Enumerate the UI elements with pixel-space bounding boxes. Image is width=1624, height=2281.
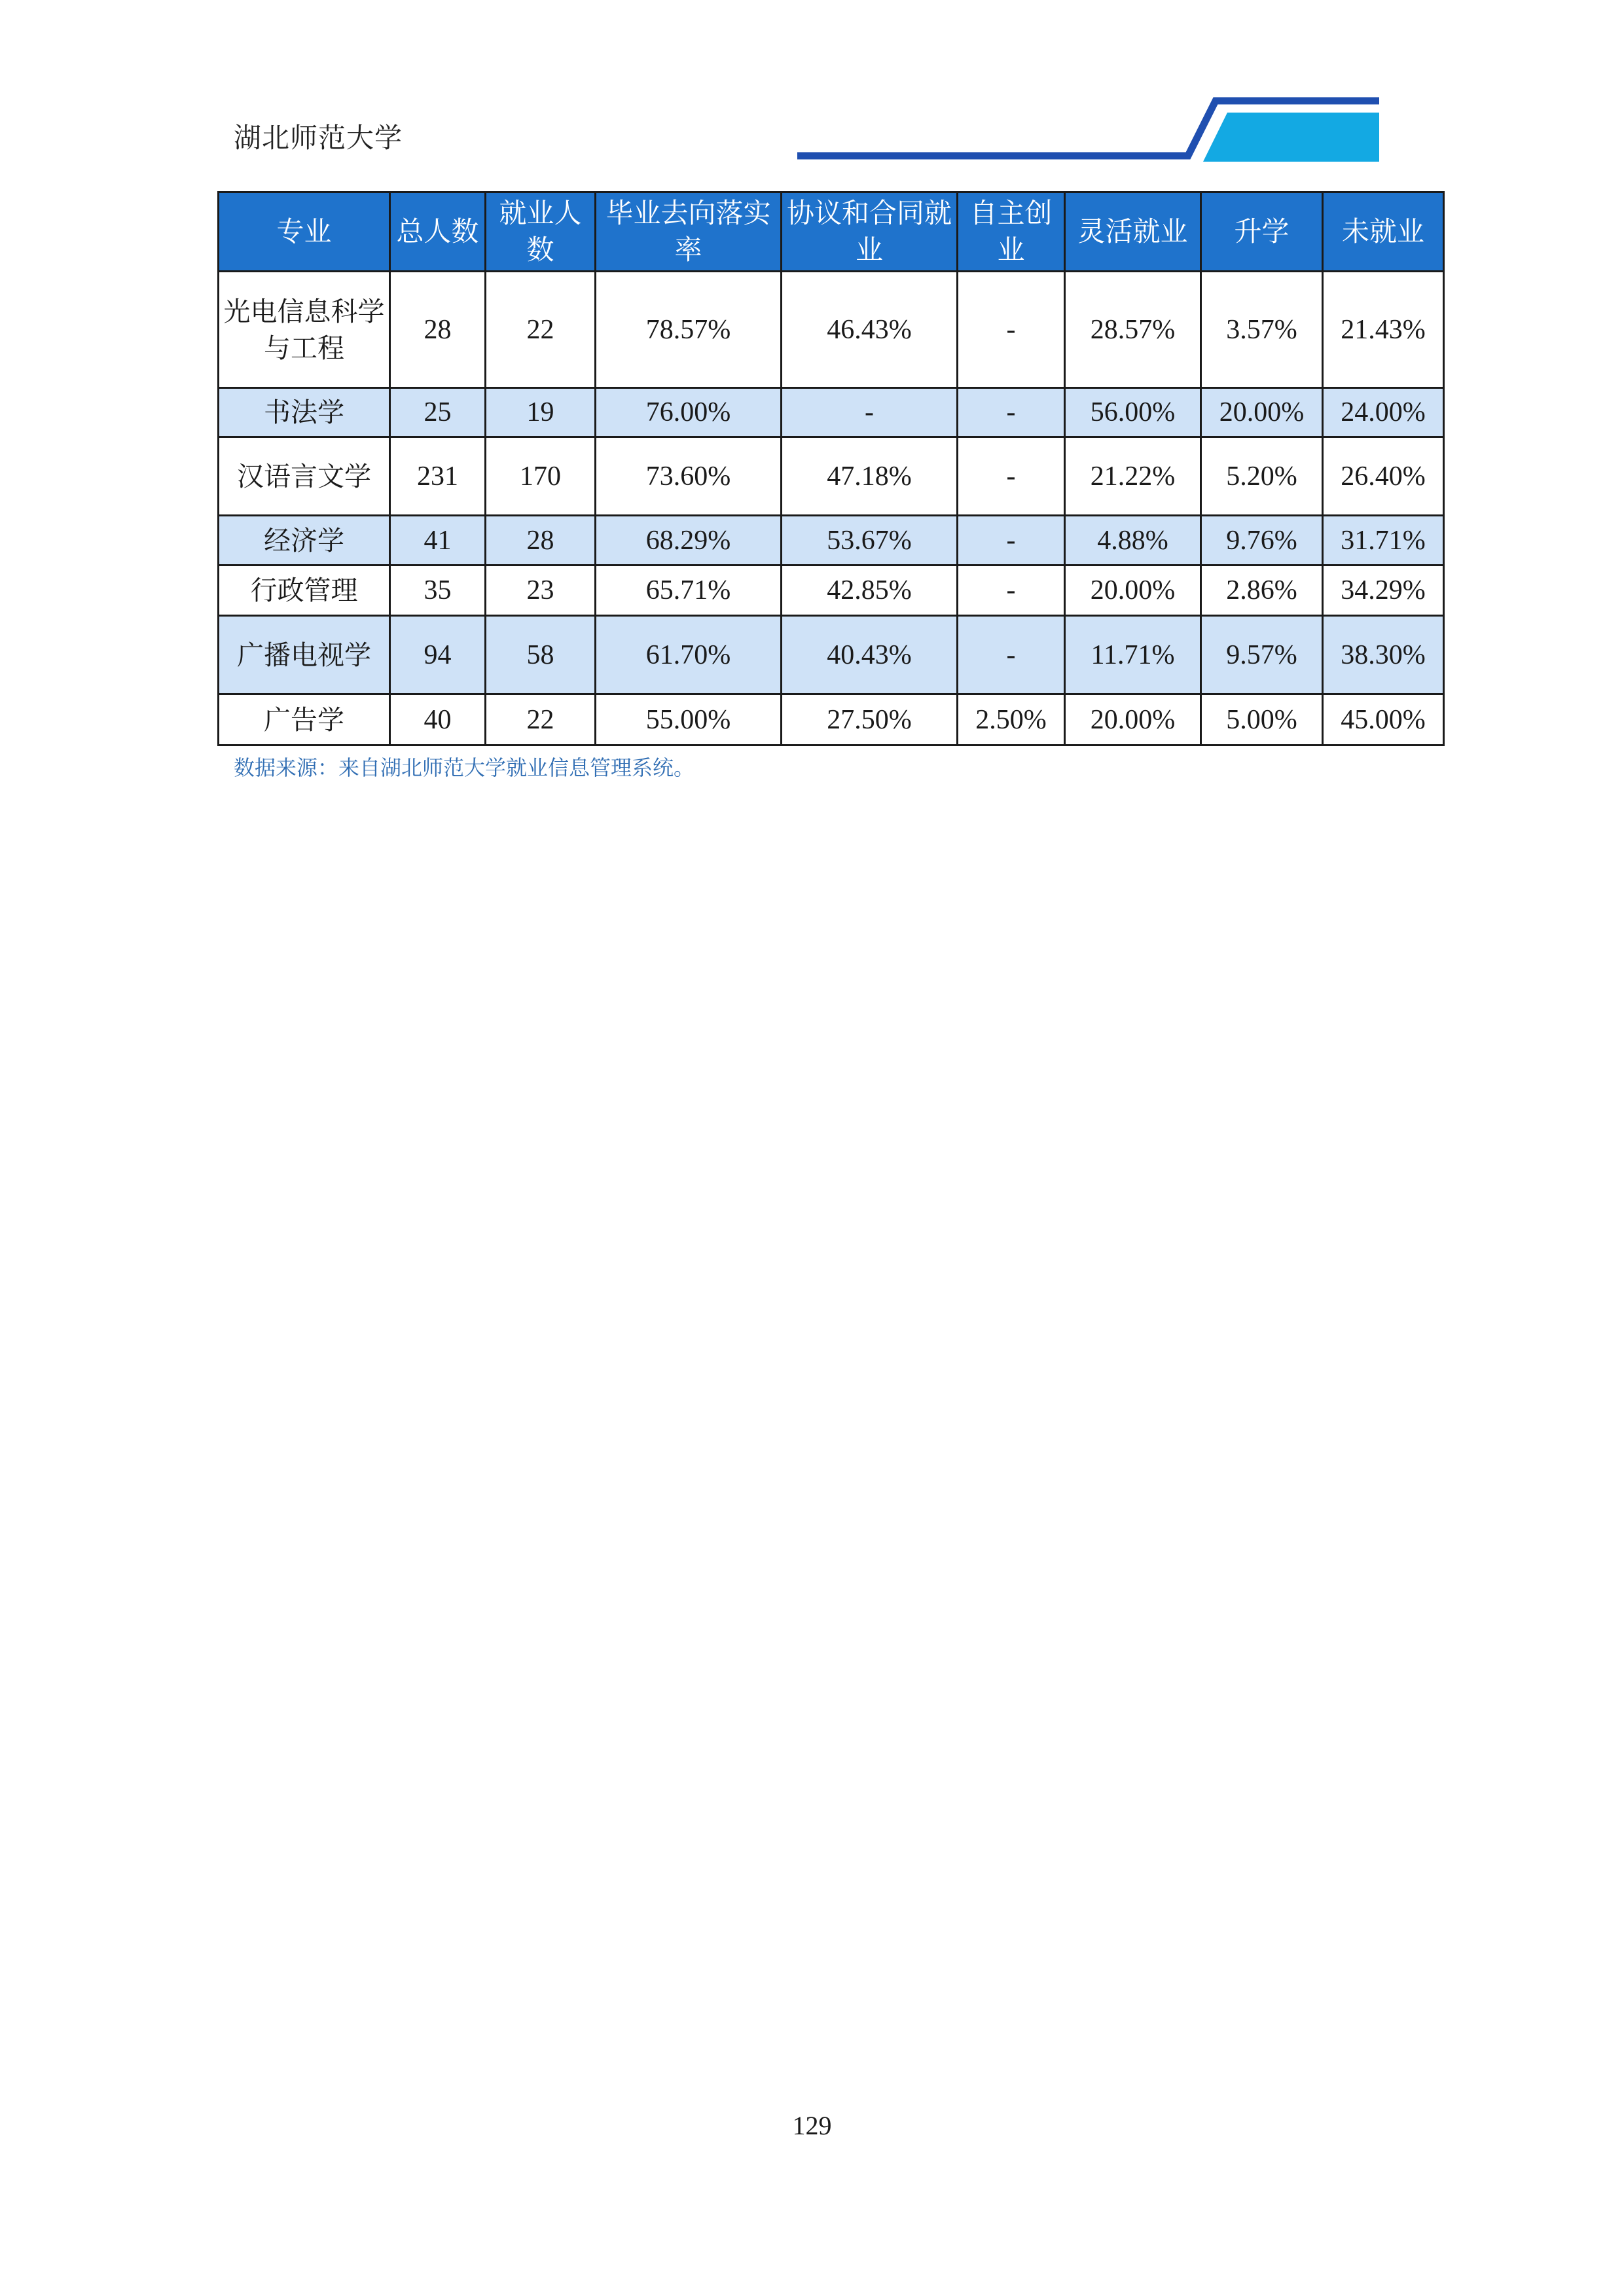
cell-total: 40 (390, 694, 486, 745)
cell-unemployed: 31.71% (1323, 516, 1444, 566)
cell-employed: 58 (486, 616, 596, 694)
cell-further-study: 9.57% (1201, 616, 1323, 694)
table-row (219, 694, 1444, 745)
cell-unemployed: 26.40% (1323, 437, 1444, 516)
cell-contract: - (782, 388, 958, 437)
column-header-rate: 毕业去向落实率 (596, 192, 782, 272)
cell-major: 光电信息科学与工程 (219, 272, 390, 388)
cell-contract: 46.43% (782, 272, 958, 388)
column-header-flexible: 灵活就业 (1065, 192, 1201, 272)
page-number: 129 (792, 2111, 832, 2140)
cell-startup: - (958, 566, 1065, 616)
cell-total: 25 (390, 388, 486, 437)
data-source-note: 数据来源：来自湖北师范大学就业信息管理系统。 (234, 755, 695, 780)
cell-further-study: 9.76% (1201, 516, 1323, 566)
cell-employed: 22 (486, 272, 596, 388)
cell-rate: 68.29% (596, 516, 782, 566)
column-header-total: 总人数 (390, 192, 486, 272)
employment-table-wrap (217, 191, 1445, 746)
cell-employed: 170 (486, 437, 596, 516)
cell-further-study: 2.86% (1201, 566, 1323, 616)
cell-major: 广播电视学 (219, 616, 390, 694)
cell-contract: 27.50% (782, 694, 958, 745)
cell-rate: 78.57% (596, 272, 782, 388)
cell-startup: - (958, 516, 1065, 566)
table-row (219, 272, 1444, 388)
column-header-further-study: 升学 (1201, 192, 1323, 272)
cell-major: 经济学 (219, 516, 390, 566)
cell-contract: 40.43% (782, 616, 958, 694)
cell-flexible: 20.00% (1065, 694, 1201, 745)
cell-total: 41 (390, 516, 486, 566)
cell-unemployed: 21.43% (1323, 272, 1444, 388)
cell-employed: 22 (486, 694, 596, 745)
cell-rate: 76.00% (596, 388, 782, 437)
cell-contract: 53.67% (782, 516, 958, 566)
table-row (219, 566, 1444, 616)
table-row (219, 388, 1444, 437)
header-accent-block (1203, 113, 1379, 162)
cell-flexible: 56.00% (1065, 388, 1201, 437)
cell-major: 汉语言文学 (219, 437, 390, 516)
cell-major: 行政管理 (219, 566, 390, 616)
cell-rate: 55.00% (596, 694, 782, 745)
table-row (219, 616, 1444, 694)
cell-contract: 42.85% (782, 566, 958, 616)
column-header-major: 专业 (219, 192, 390, 272)
cell-further-study: 20.00% (1201, 388, 1323, 437)
cell-flexible: 4.88% (1065, 516, 1201, 566)
cell-rate: 73.60% (596, 437, 782, 516)
cell-employed: 28 (486, 516, 596, 566)
table-header-row (219, 192, 1444, 272)
column-header-contract: 协议和合同就业 (782, 192, 958, 272)
cell-unemployed: 45.00% (1323, 694, 1444, 745)
cell-startup: - (958, 272, 1065, 388)
column-header-unemployed: 未就业 (1323, 192, 1444, 272)
cell-startup: - (958, 388, 1065, 437)
column-header-employed: 就业人数 (486, 192, 596, 272)
cell-further-study: 5.00% (1201, 694, 1323, 745)
cell-unemployed: 34.29% (1323, 566, 1444, 616)
cell-flexible: 20.00% (1065, 566, 1201, 616)
cell-flexible: 21.22% (1065, 437, 1201, 516)
cell-total: 35 (390, 566, 486, 616)
cell-unemployed: 38.30% (1323, 616, 1444, 694)
cell-rate: 61.70% (596, 616, 782, 694)
cell-total: 28 (390, 272, 486, 388)
header-decoration (0, 0, 1624, 170)
cell-flexible: 11.71% (1065, 616, 1201, 694)
column-header-startup: 自主创业 (958, 192, 1065, 272)
cell-total: 231 (390, 437, 486, 516)
header-title: 湖北师范大学 (234, 122, 403, 154)
cell-rate: 65.71% (596, 566, 782, 616)
cell-further-study: 5.20% (1201, 437, 1323, 516)
cell-contract: 47.18% (782, 437, 958, 516)
cell-total: 94 (390, 616, 486, 694)
employment-table (217, 191, 1445, 746)
table-row (219, 516, 1444, 566)
cell-major: 广告学 (219, 694, 390, 745)
cell-startup: 2.50% (958, 694, 1065, 745)
cell-further-study: 3.57% (1201, 272, 1323, 388)
cell-employed: 23 (486, 566, 596, 616)
cell-employed: 19 (486, 388, 596, 437)
table-row (219, 437, 1444, 516)
cell-flexible: 28.57% (1065, 272, 1201, 388)
cell-unemployed: 24.00% (1323, 388, 1444, 437)
cell-startup: - (958, 616, 1065, 694)
cell-startup: - (958, 437, 1065, 516)
cell-major: 书法学 (219, 388, 390, 437)
